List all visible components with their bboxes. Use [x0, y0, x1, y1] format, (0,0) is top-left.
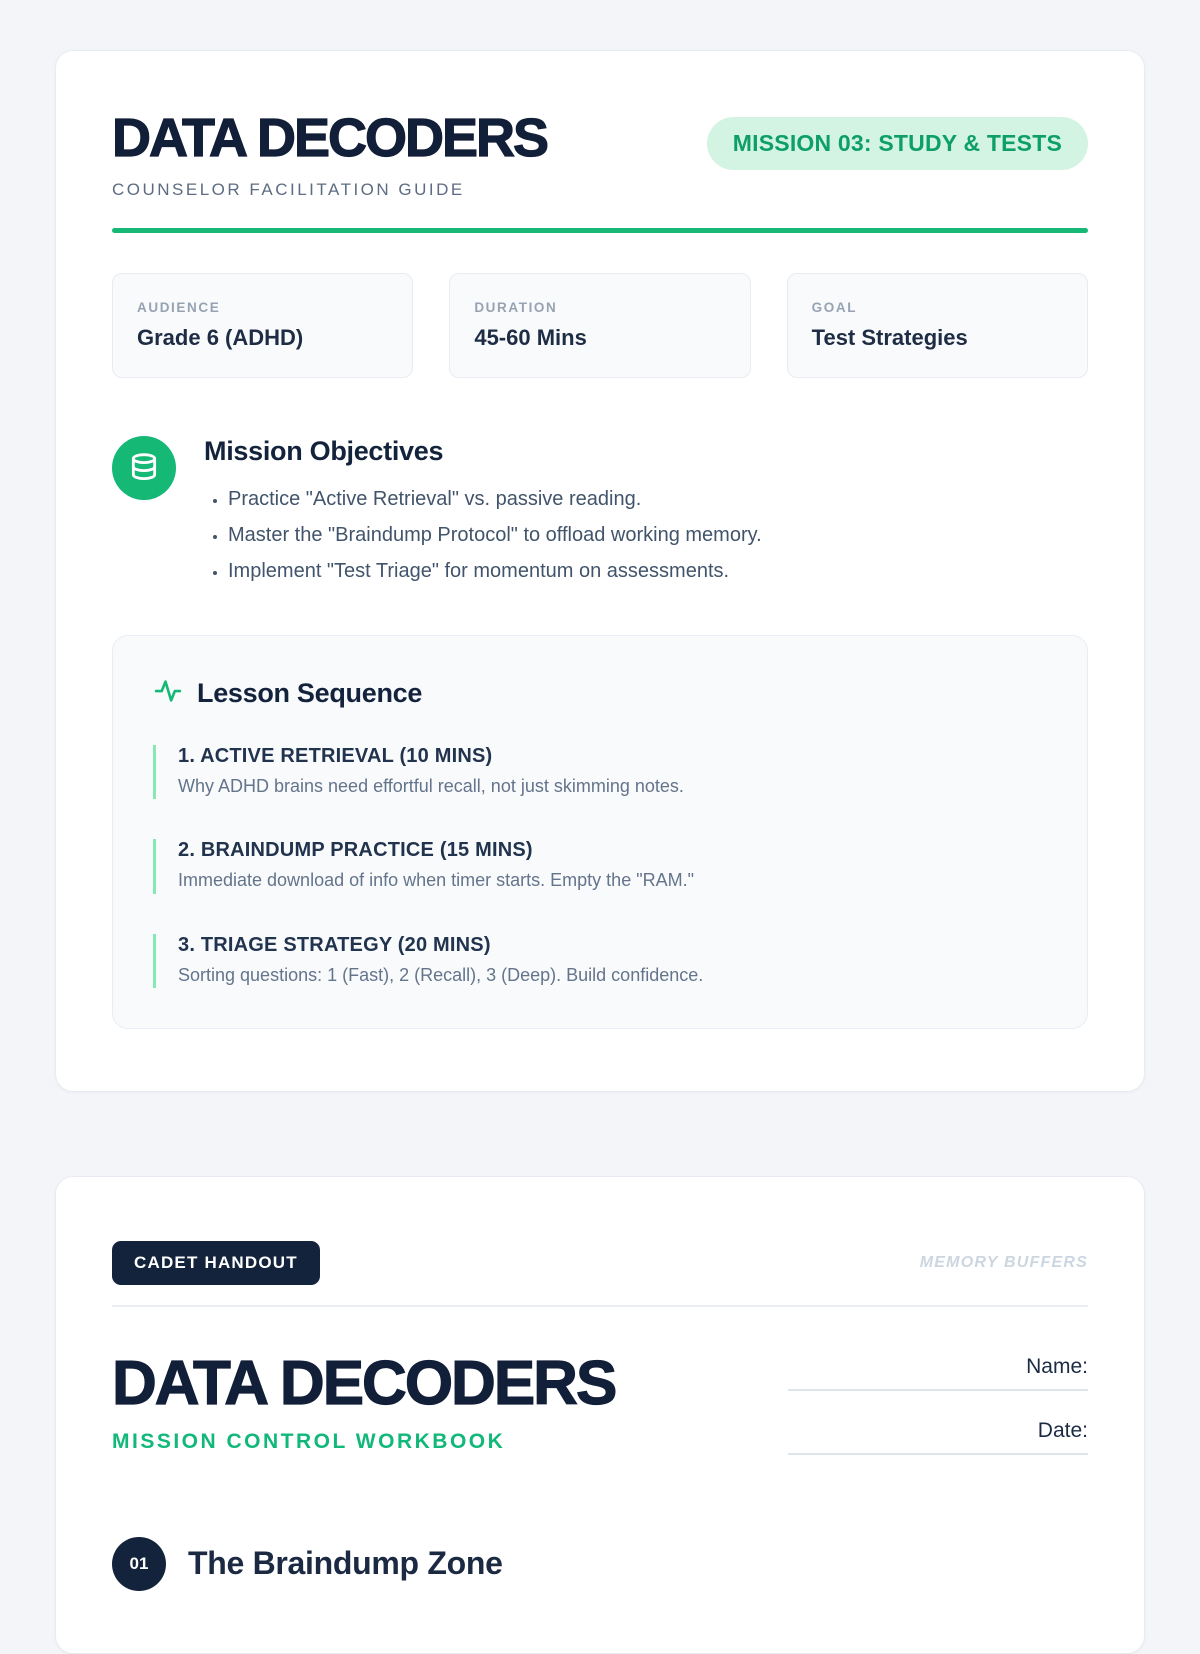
objectives-title: Mission Objectives: [204, 436, 444, 467]
lesson-sequence-header: [153, 676, 1047, 711]
guide-card: [55, 50, 1145, 1092]
step-desc: Why ADHD brains need effortful recall, not just skimming notes.: [178, 776, 684, 797]
name-line: [788, 1389, 1088, 1391]
info-value: Test Strategies: [811, 325, 968, 351]
info-label: DURATION: [474, 300, 558, 316]
pulse-icon: [153, 676, 183, 711]
objective-item: • Master the "Braindump Protocol" to offload working memory.: [228, 519, 762, 551]
handout-header: [112, 1348, 1088, 1483]
handout-subtitle: MISSION CONTROL WORKBOOK: [112, 1429, 506, 1453]
lesson-sequence-panel: [112, 635, 1088, 1029]
lesson-steps: [153, 745, 1047, 988]
date-label: Date:: [1037, 1418, 1088, 1442]
guide-header: [112, 108, 1088, 200]
guide-title-block: [112, 108, 548, 200]
objective-item: • Implement "Test Triage" for momentum on assessments.: [228, 555, 762, 587]
date-field: [788, 1419, 1088, 1455]
step-title: 2. BRAINDUMP PRACTICE (15 MINS): [178, 839, 533, 862]
handout-top-row: [112, 1241, 1088, 1285]
database-icon: [112, 436, 176, 500]
objective-item: • Practice "Active Retrieval" vs. passive reading.: [228, 483, 762, 515]
lesson-step: [153, 745, 1047, 799]
objectives-body: [204, 436, 762, 591]
section-number-badge: 01: [112, 1537, 166, 1591]
date-line: [788, 1453, 1088, 1455]
info-value: Grade 6 (ADHD): [137, 325, 304, 351]
handout-divider: [112, 1305, 1088, 1307]
accent-rule: [112, 228, 1088, 233]
cadet-handout-badge: CADET HANDOUT: [112, 1241, 320, 1285]
info-value: 45-60 Mins: [474, 325, 587, 351]
handout-card: [55, 1176, 1145, 1654]
info-label: GOAL: [811, 300, 858, 316]
step-desc: Sorting questions: 1 (Fast), 2 (Recall), 3 (Deep). Build confidence.: [178, 964, 704, 985]
lesson-step: [153, 839, 1047, 893]
braindump-section-heading: [112, 1537, 1088, 1591]
memory-buffers-watermark: MEMORY BUFFERS: [919, 1253, 1088, 1271]
handout-title: DATA DECODERS: [112, 1348, 616, 1418]
mission-badge: MISSION 03: STUDY & TESTS: [707, 117, 1088, 170]
name-field: [788, 1355, 1088, 1391]
lesson-sequence-title: Lesson Sequence: [197, 678, 423, 709]
name-date-fields: [788, 1355, 1088, 1483]
info-card-goal: [787, 273, 1088, 378]
handout-title-block: [112, 1348, 616, 1483]
guide-subtitle: COUNSELOR FACILITATION GUIDE: [112, 180, 465, 200]
step-title: 1. ACTIVE RETRIEVAL (10 MINS): [178, 745, 493, 768]
name-label: Name:: [1026, 1354, 1088, 1378]
braindump-title: The Braindump Zone: [188, 1545, 503, 1582]
step-desc: Immediate download of info when timer starts. Empty the "RAM.": [178, 870, 694, 891]
objectives-list: [204, 483, 762, 587]
guide-title: DATA DECODERS: [112, 108, 548, 168]
info-label: AUDIENCE: [137, 300, 221, 316]
lesson-step: [153, 934, 1047, 988]
info-card-audience: [112, 273, 413, 378]
info-card-duration: [449, 273, 750, 378]
info-grid: [112, 273, 1088, 378]
mission-objectives: [112, 436, 1088, 591]
step-title: 3. TRIAGE STRATEGY (20 MINS): [178, 933, 491, 956]
